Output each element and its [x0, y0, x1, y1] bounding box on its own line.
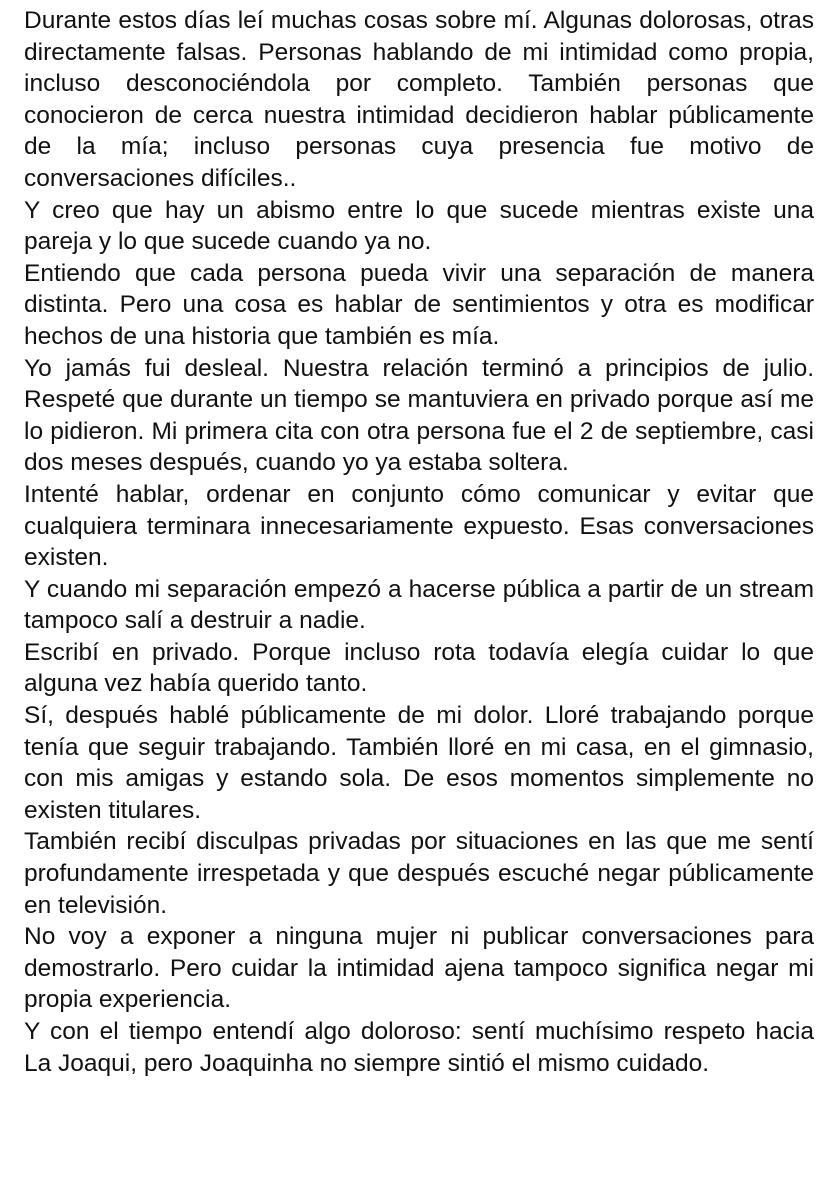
statement-text [24, 5, 814, 1079]
paragraph: Intenté hablar, ordenar en conjunto cómo comunicar y evitar que cualquiera terminara innecesariamente expuesto. Esas conversaciones existen. [24, 480, 814, 572]
paragraph: Escribí en privado. Porque incluso rota todavía elegía cuidar lo que alguna vez había querido tanto. [24, 638, 814, 698]
paragraph: Sí, después hablé públicamente de mi dolor. Lloré trabajando porque tenía que seguir trabajando. También lloré en mi casa, en el gimnasio, con mis amigas y estando sola. De esos momentos simplemente no existen titulares. [24, 702, 814, 824]
paragraph: Y creo que hay un abismo entre lo que sucede mientras existe una pareja y lo que sucede cuando ya no. [24, 196, 814, 256]
paragraph: Entiendo que cada persona pueda vivir una separación de manera distinta. Pero una cosa es hablar de sentimientos y otra es modificar hechos de una historia que también es mía. [24, 259, 814, 350]
paragraph: Yo jamás fui desleal. Nuestra relación terminó a principios de julio. Respeté que durante un tiempo se mantuviera en privado porque así me lo pidieron. Mi primera cita con otra persona fue el 2 de septiembre, casi dos meses después, cuando yo ya estaba soltera. [24, 354, 814, 477]
paragraph: Y cuando mi separación empezó a hacerse pública a partir de un stream tampoco salí a destruir a nadie. [24, 575, 814, 635]
paragraph: Durante estos días leí muchas cosas sobre mí. Algunas dolorosas, otras directamente falsas. Personas hablando de mi intimidad como propia, incluso desconociéndola por completo. También personas que conocieron de cerca nuestra intimidad decidieron hablar públicamente de la mía; incluso personas cuya presencia fue motivo de conversaciones difíciles.. [24, 7, 814, 192]
paragraph: No voy a exponer a ninguna mujer ni publicar conversaciones para demostrarlo. Pero cuidar la intimidad ajena tampoco significa negar mi propia experiencia. [24, 923, 814, 1014]
bottom-edge [0, 1187, 838, 1199]
paragraph: Y con el tiempo entendí algo doloroso: sentí muchísimo respeto hacia La Joaqui, pero Joaquinha no siempre sintió el mismo cuidado. [24, 1018, 814, 1077]
paragraph: También recibí disculpas privadas por situaciones en las que me sentí profundamente irrespetada y que después escuché negar públicamente en televisión. [24, 828, 814, 919]
